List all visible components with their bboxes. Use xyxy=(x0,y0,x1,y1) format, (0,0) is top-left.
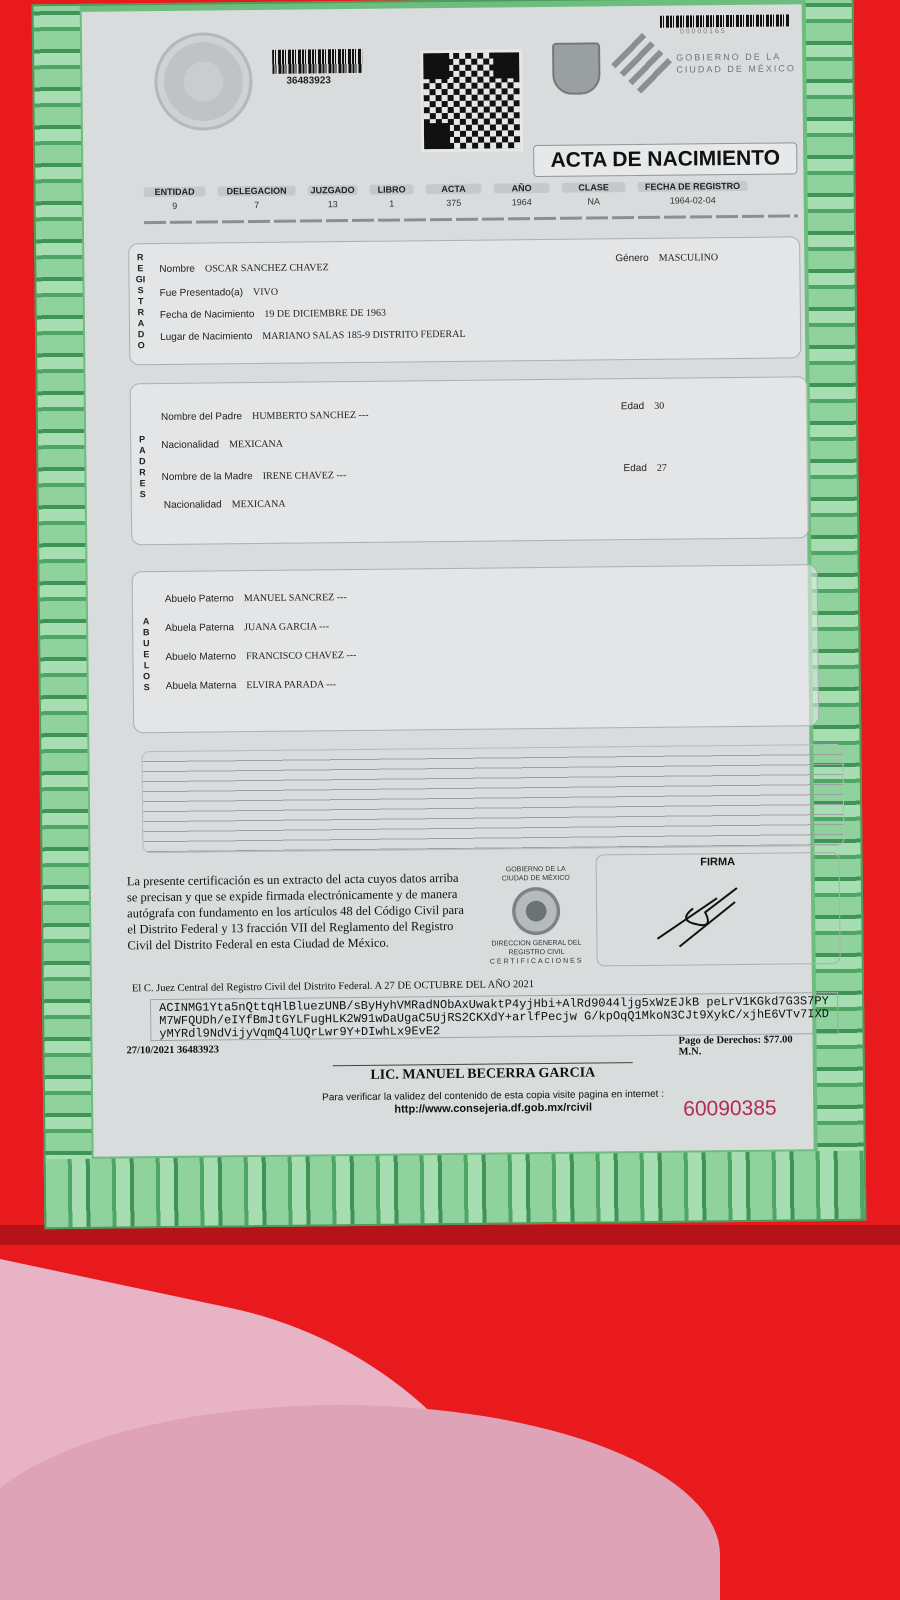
nac-madre-value: MEXICANA xyxy=(231,498,286,511)
registrado-section xyxy=(128,236,801,365)
gov-line2: CIUDAD DE MÉXICO xyxy=(501,874,570,883)
registry-column-value: 375 xyxy=(446,197,462,209)
edad-madre-label: Edad xyxy=(623,462,647,475)
official-name: LIC. MANUEL BECERRA GARCIA xyxy=(333,1062,633,1084)
abuelo-value: ELVIRA PARADA --- xyxy=(246,679,337,692)
nac-madre-label: Nacionalidad xyxy=(163,499,222,511)
registry-column xyxy=(562,182,626,207)
edad-madre-field xyxy=(623,463,666,474)
registry-column-value: NA xyxy=(587,196,601,207)
registry-column xyxy=(218,186,296,211)
cdmx-crest-icon xyxy=(552,42,601,94)
firma-label: FIRMA xyxy=(700,856,736,869)
nombre-field xyxy=(159,262,328,275)
registry-column-value: 7 xyxy=(254,199,260,211)
date-folio: 27/10/2021 36483923 xyxy=(126,1044,220,1057)
presentado-field xyxy=(160,287,278,299)
presentado-value: VIVO xyxy=(252,286,279,299)
padre-value: HUMBERTO SANCHEZ --- xyxy=(252,409,369,423)
bottom-border-pattern xyxy=(46,1151,865,1228)
padres-side-label: PADRES xyxy=(138,434,146,500)
abuelo-row xyxy=(165,621,356,652)
abuelo-label: Abuelo Materno xyxy=(165,651,237,663)
national-seal-icon xyxy=(154,32,253,131)
abuelo-label: Abuela Paterna xyxy=(165,622,235,634)
registry-column-label: JUZGADO xyxy=(308,185,358,196)
verification-url: http://www.consejeria.df.gob.mx/rcivil xyxy=(394,1101,593,1116)
barcode-number: 36483923 xyxy=(286,75,331,87)
genero-value: MASCULINO xyxy=(658,252,719,264)
lugar-label: Lugar de Nacimiento xyxy=(160,331,253,344)
barcode-icon xyxy=(272,49,362,74)
registro-civil-seal-icon xyxy=(512,887,561,936)
issuer-name xyxy=(676,50,796,75)
birth-certificate xyxy=(32,0,867,1229)
dept-line3: CERTIFICACIONES xyxy=(489,957,584,966)
genero-field xyxy=(615,252,718,264)
padres-section xyxy=(130,376,810,545)
registry-column-value: 1964-02-04 xyxy=(669,195,716,206)
issuer-line2: CIUDAD DE MÉXICO xyxy=(676,63,796,75)
registry-column-label: DELEGACION xyxy=(218,186,296,197)
folio-number: 60090385 xyxy=(683,1096,777,1121)
madre-label: Nombre de la Madre xyxy=(161,471,253,484)
abuelos-list xyxy=(165,592,357,710)
fabric-background xyxy=(0,1225,900,1600)
signature-icon xyxy=(597,867,840,960)
abuelo-value: FRANCISCO CHAVEZ --- xyxy=(246,649,357,663)
registrado-side-label: REGISTRADO xyxy=(135,252,146,351)
cdmx-logo-icon xyxy=(611,33,673,95)
certificate-paper xyxy=(82,4,830,1156)
abuelo-value: JUANA GARCIA --- xyxy=(244,621,330,634)
registry-column xyxy=(426,184,482,209)
padre-field xyxy=(161,410,369,423)
gov-line1: GOBIERNO DE LA xyxy=(505,865,566,874)
registry-column-label: CLASE xyxy=(562,182,626,193)
abuelo-label: Abuelo Paterno xyxy=(164,593,234,605)
registry-column xyxy=(308,185,358,210)
abuelo-value: MANUEL SANCREZ --- xyxy=(243,592,347,605)
qr-code-icon xyxy=(420,49,523,152)
abuelo-row xyxy=(166,679,357,710)
observations-lines xyxy=(141,744,844,853)
registry-column-label: LIBRO xyxy=(370,184,414,194)
registro-civil-stamp xyxy=(476,864,597,966)
registry-column xyxy=(638,181,748,206)
firma-box xyxy=(596,852,841,967)
edad-padre-label: Edad xyxy=(620,400,645,413)
registry-column-value: 1 xyxy=(389,198,395,209)
fecha-value: 19 DE DICIEMBRE DE 1963 xyxy=(264,307,387,320)
dept-line2: REGISTRO CIVIL xyxy=(508,948,565,957)
document-title: ACTA DE NACIMIENTO xyxy=(533,142,797,177)
certification-text: La presente certificación es un extracto del acta cuyos datos arriba se precisan y que se expide firmada electrónicamente y de manera autógrafa con fundamento en los artículos 48 del Código Civil para el Distrito Federal y 13 fracción VII del Reglamento del Registro Civil del Distrito Federal en esta Ciudad de México. xyxy=(126,870,464,953)
madre-field xyxy=(162,470,347,483)
registry-column-value: 1964 xyxy=(511,197,532,208)
juez-text: El C. Juez Central del Registro Civil del Distrito Federal. A 27 DE OCTUBRE DEL AÑO 2021 xyxy=(131,979,535,995)
pago-derechos: Pago de Derechos: $77.00 M.N. xyxy=(678,1034,793,1058)
registry-column-label: FECHA DE REGISTRO xyxy=(638,181,748,192)
abuelos-side-label: ABUELOS xyxy=(142,616,151,693)
nac-padre-value: MEXICANA xyxy=(229,438,284,451)
dept-line1: DIRECCION GENERAL DEL xyxy=(491,939,582,948)
abuelos-section xyxy=(132,564,820,733)
electronic-signature-hash: ACINMG1Yta5nQttqHlBluezUNB/sByHyhVMRadNObAxUwaktP4yjHbi+AlRd9044ljg5xWzEJkB peLrV1KGkd7G3S7PYM7WFQUDh/eIYfBmJtGYLFugHLK2W91wDaUgaC5UjRS2CKXdY+arlfPecjw G/kpOqQ1MkoN3CJt9XykC/xjhE6VTv7IXDyMYRdl9NdVijyVqmQ4lUQrLwr9Y+DIwhLx9EvE2 xyxy=(150,992,838,1041)
abuelo-label: Abuela Materna xyxy=(165,680,237,692)
edad-padre-field xyxy=(621,401,664,412)
abuelo-row xyxy=(165,650,356,681)
fecha-nacimiento-field xyxy=(160,308,386,321)
registry-column xyxy=(144,187,206,212)
padre-label: Nombre del Padre xyxy=(160,411,243,424)
registry-column xyxy=(494,183,550,208)
verification-note xyxy=(273,1087,713,1118)
nacionalidad-madre-field xyxy=(164,499,286,511)
registry-column-label: ENTIDAD xyxy=(144,187,206,198)
fecha-label: Fecha de Nacimiento xyxy=(159,309,255,322)
verify-text: Para verificar la validez del contenido de esta copia visite pagina en internet : xyxy=(322,1088,665,1104)
nac-padre-label: Nacionalidad xyxy=(161,439,220,452)
madre-value: IRENE CHAVEZ --- xyxy=(262,470,347,482)
genero-label: Género xyxy=(615,252,649,265)
registry-column-value: 13 xyxy=(327,199,338,210)
lugar-nacimiento-field xyxy=(160,329,466,343)
registry-column-value: 9 xyxy=(172,200,178,211)
presentado-label: Fue Presentado(a) xyxy=(159,287,244,300)
edad-padre-value: 30 xyxy=(654,400,665,412)
abuelo-row xyxy=(165,592,356,623)
registry-column-label: ACTA xyxy=(426,184,482,195)
registry-column xyxy=(370,184,414,208)
registry-column-label: AÑO xyxy=(494,183,550,194)
nombre-value: OSCAR SANCHEZ CHAVEZ xyxy=(204,262,329,275)
edad-madre-value: 27 xyxy=(656,462,667,474)
top-right-barcode-number: 0 0 0 0 0 1 6 5 xyxy=(679,28,725,36)
lugar-value: MARIANO SALAS 185-9 DISTRITO FEDERAL xyxy=(262,328,466,342)
nacionalidad-padre-field xyxy=(161,439,283,451)
top-right-barcode-icon xyxy=(660,14,790,27)
issuer-line1: GOBIERNO DE LA xyxy=(676,51,782,63)
nombre-label: Nombre xyxy=(159,263,196,276)
